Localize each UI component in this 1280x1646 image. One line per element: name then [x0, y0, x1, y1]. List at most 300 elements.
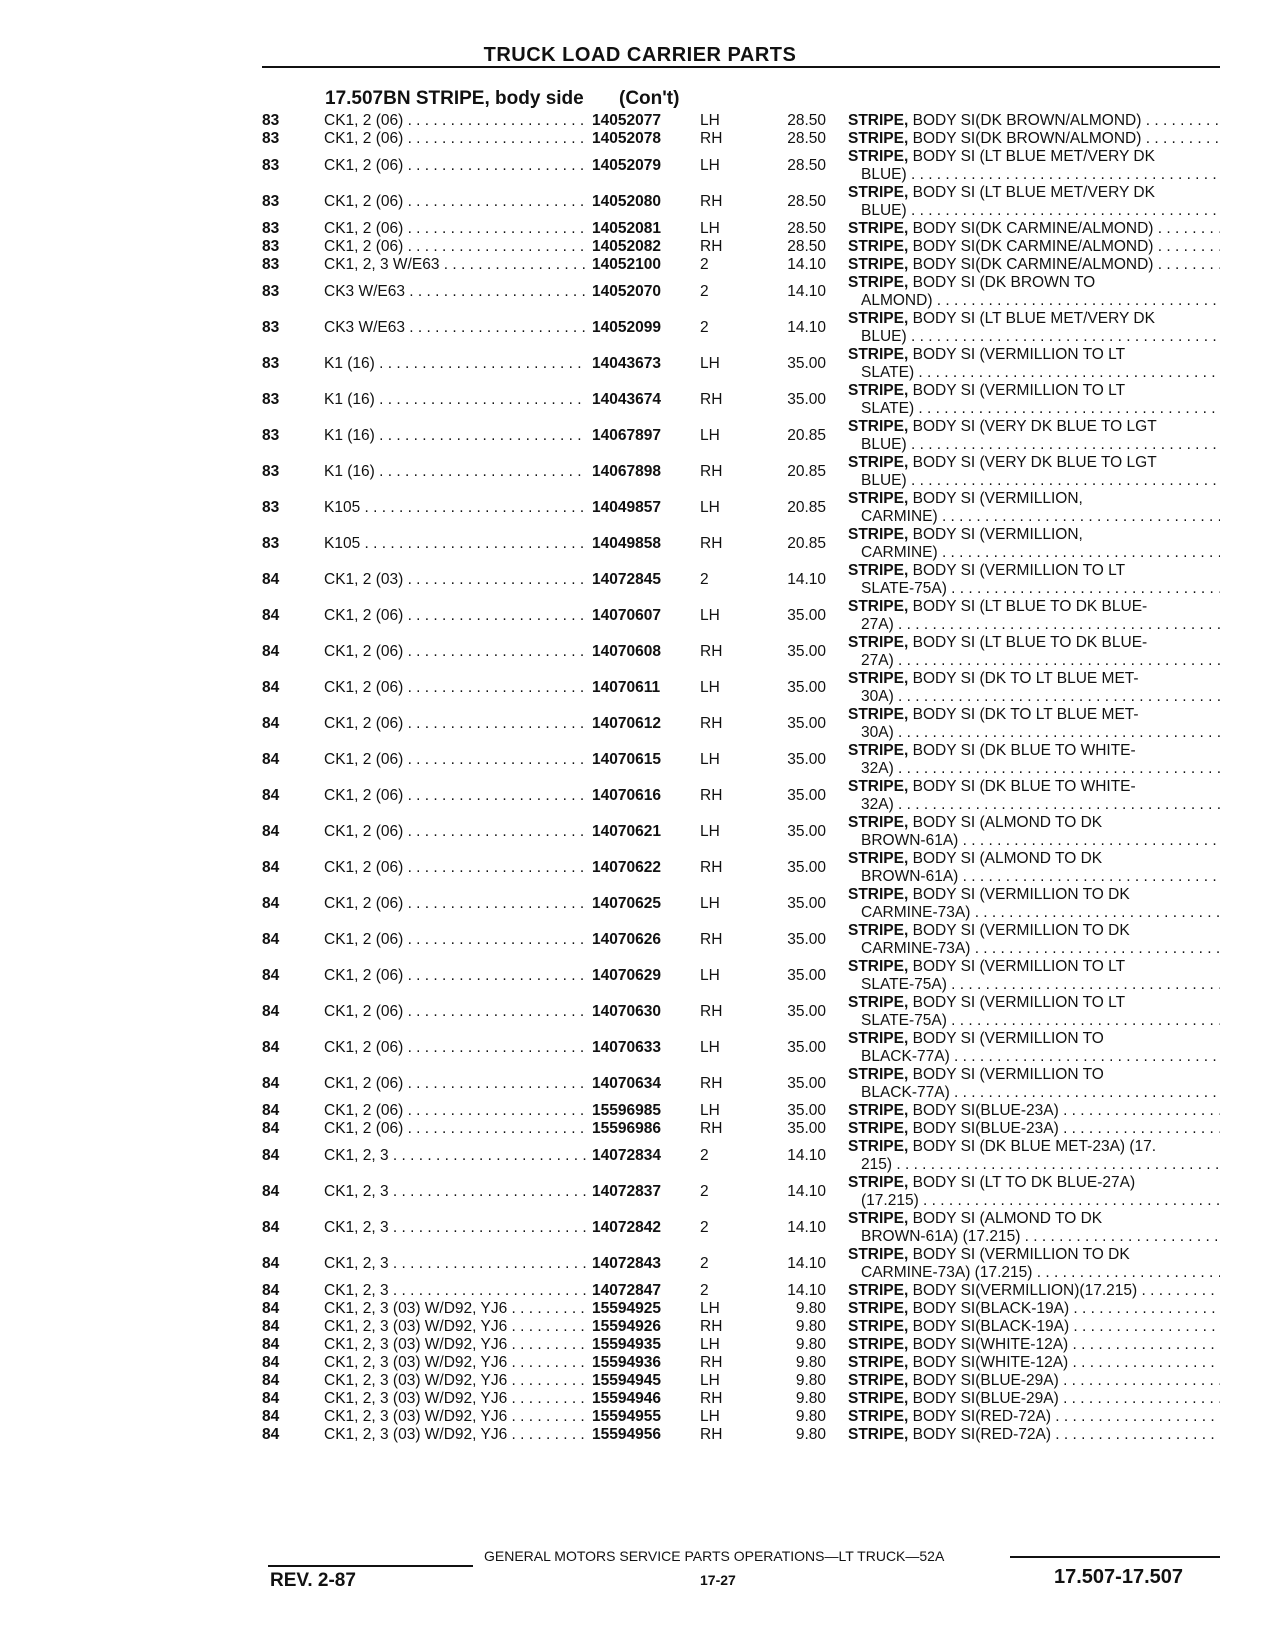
part-name: STRIPE,	[848, 1426, 909, 1443]
table-row	[0, 1408, 1280, 1426]
quantity: LH	[700, 895, 720, 912]
quantity: RH	[700, 1426, 723, 1443]
model-applicability: CK1, 2, 3 (03) W/D92, YJ6 . . .	[324, 1354, 586, 1372]
page-header: TRUCK LOAD CARRIER PARTS	[483, 44, 797, 66]
quantity: 2	[700, 1183, 709, 1200]
part-name: STRIPE,	[848, 220, 909, 237]
group-number: 84	[262, 571, 280, 588]
group-number: 84	[262, 1318, 280, 1335]
group-number: 84	[262, 823, 280, 840]
part-number: 14070621	[592, 823, 661, 840]
part-name: STRIPE,	[848, 670, 909, 687]
quantity: LH	[700, 427, 720, 444]
quantity: LH	[700, 112, 720, 129]
model-applicability: CK1, 2, 3 . . .	[324, 1282, 586, 1300]
part-description	[848, 526, 1220, 562]
price: 9.80	[795, 1372, 826, 1389]
price: 35.00	[787, 1003, 826, 1020]
table-row	[0, 184, 1280, 220]
group-number: 84	[262, 1300, 280, 1317]
part-description	[848, 310, 1220, 346]
price: 35.00	[787, 931, 826, 948]
footer-publisher: GENERAL MOTORS SERVICE PARTS OPERATIONS—LT TRUCK—52A	[484, 1548, 945, 1564]
price: 14.10	[787, 571, 826, 588]
part-description	[848, 1210, 1220, 1246]
description-line: BODY SI (DK BLUE TO WHITE-	[912, 742, 1136, 759]
part-number: 14052100	[592, 256, 661, 273]
description-line: BROWN-61A) . . .	[848, 832, 1220, 850]
group-number: 83	[262, 391, 280, 408]
model-applicability: CK1, 2 (06) . . .	[324, 1102, 586, 1120]
table-row	[0, 274, 1280, 310]
part-name: STRIPE,	[848, 1120, 909, 1137]
description-line: BODY SI(DK CARMINE/ALMOND)	[912, 256, 1154, 273]
group-number: 84	[262, 895, 280, 912]
part-name: STRIPE,	[848, 1174, 909, 1191]
description-line: CARMINE) . . .	[848, 544, 1220, 562]
description-line: 27A) . . .	[848, 652, 1220, 670]
description-line: 30A) . . .	[848, 688, 1220, 706]
part-description	[848, 1318, 1220, 1336]
part-number: 15596985	[592, 1102, 661, 1119]
price: 35.00	[787, 607, 826, 624]
description-line: BODY SI (VERMILLION TO DK	[912, 886, 1130, 903]
description-line: BODY SI(DK BROWN/ALMOND)	[912, 130, 1142, 147]
part-name: STRIPE,	[848, 886, 909, 903]
price: 35.00	[787, 643, 826, 660]
part-name: STRIPE,	[848, 1138, 909, 1155]
group-number: 84	[262, 715, 280, 732]
quantity: LH	[700, 1336, 720, 1353]
part-description	[848, 598, 1220, 634]
group-number: 84	[262, 1354, 280, 1371]
description-line: CARMINE-73A) . . .	[848, 940, 1220, 958]
description-line: BODY SI (LT BLUE TO DK BLUE-	[912, 634, 1148, 651]
part-name: STRIPE,	[848, 1318, 909, 1335]
part-description	[848, 1390, 1220, 1408]
price: 35.00	[787, 1120, 826, 1137]
description-line: BODY SI (VERMILLION,	[912, 526, 1083, 543]
description-line: BODY SI (DK BROWN TO	[912, 274, 1096, 291]
part-description	[848, 922, 1220, 958]
part-name: STRIPE,	[848, 814, 909, 831]
price: 9.80	[795, 1354, 826, 1371]
part-number: 14070612	[592, 715, 661, 732]
table-row	[0, 148, 1280, 184]
part-number: 15594935	[592, 1336, 661, 1353]
part-number: 15594936	[592, 1354, 661, 1371]
part-description	[848, 886, 1220, 922]
part-number: 14052099	[592, 319, 661, 336]
part-description	[848, 814, 1220, 850]
quantity: RH	[700, 859, 723, 876]
quantity: LH	[700, 355, 720, 372]
price: 9.80	[795, 1336, 826, 1353]
part-number: 14070615	[592, 751, 661, 768]
part-number: 14070625	[592, 895, 661, 912]
model-applicability: CK1, 2 (06) . . .	[324, 751, 586, 769]
footer-rule-left	[268, 1565, 473, 1567]
part-number: 14072834	[592, 1147, 661, 1164]
part-name: STRIPE,	[848, 238, 909, 255]
quantity: LH	[700, 1372, 720, 1389]
table-row	[0, 850, 1280, 886]
model-applicability: CK1, 2, 3 (03) W/D92, YJ6 . . .	[324, 1408, 586, 1426]
part-number: 14072843	[592, 1255, 661, 1272]
model-applicability: CK1, 2, 3 . . .	[324, 1255, 586, 1273]
part-number: 14052078	[592, 130, 661, 147]
price: 35.00	[787, 355, 826, 372]
quantity: 2	[700, 1255, 709, 1272]
model-applicability: CK3 W/E63 . . .	[324, 283, 586, 301]
part-number: 14070634	[592, 1075, 661, 1092]
group-number: 84	[262, 1183, 280, 1200]
description-line: BODY SI (VERY DK BLUE TO LGT	[912, 454, 1157, 471]
price: 35.00	[787, 1102, 826, 1119]
group-number: 84	[262, 1003, 280, 1020]
model-applicability: CK1, 2 (06) . . .	[324, 1075, 586, 1093]
quantity: RH	[700, 1075, 723, 1092]
quantity: RH	[700, 1003, 723, 1020]
part-name: STRIPE,	[848, 256, 909, 273]
part-name: STRIPE,	[848, 1030, 909, 1047]
part-number: 14072837	[592, 1183, 661, 1200]
description-line: SLATE) . . .	[848, 364, 1220, 382]
quantity: LH	[700, 679, 720, 696]
group-number: 84	[262, 967, 280, 984]
part-number: 15594946	[592, 1390, 661, 1407]
model-applicability: CK1, 2 (06) . . .	[324, 859, 586, 877]
description-line: (17.215) . . .	[848, 1192, 1220, 1210]
model-applicability: CK1, 2, 3 (03) W/D92, YJ6 . . .	[324, 1426, 586, 1444]
description-line: BODY SI (DK TO LT BLUE MET-	[912, 670, 1139, 687]
group-number: 84	[262, 1147, 280, 1164]
description-line: BODY SI (VERMILLION TO DK	[912, 1246, 1130, 1263]
part-name: STRIPE,	[848, 562, 909, 579]
group-number: 83	[262, 283, 280, 300]
price: 28.50	[787, 112, 826, 129]
description-line: BLUE) . . .	[848, 166, 1220, 184]
part-name: STRIPE,	[848, 1372, 909, 1389]
quantity: RH	[700, 1120, 723, 1137]
model-applicability: CK1, 2, 3 (03) W/D92, YJ6 . . .	[324, 1300, 586, 1318]
part-number: 14043674	[592, 391, 661, 408]
table-row	[0, 112, 1280, 130]
model-applicability: CK1, 2 (06) . . .	[324, 607, 586, 625]
part-description	[848, 1282, 1220, 1300]
quantity: LH	[700, 1039, 720, 1056]
price: 9.80	[795, 1318, 826, 1335]
group-number: 83	[262, 238, 280, 255]
part-number: 14052070	[592, 283, 661, 300]
description-line: BROWN-61A) (17.215) . . .	[848, 1228, 1220, 1246]
group-number: 84	[262, 1408, 280, 1425]
group-number: 84	[262, 751, 280, 768]
model-applicability: CK1, 2 (06) . . .	[324, 1003, 586, 1021]
part-number: 14052079	[592, 157, 661, 174]
group-number: 84	[262, 1075, 280, 1092]
group-number: 84	[262, 1219, 280, 1236]
part-number: 14043673	[592, 355, 661, 372]
table-row	[0, 256, 1280, 274]
description-line: BODY SI (ALMOND TO DK	[912, 850, 1103, 867]
group-number: 84	[262, 1426, 280, 1443]
description-line: BODY SI(BLUE-23A)	[912, 1120, 1059, 1137]
section-code: 17.507BN	[325, 88, 411, 109]
part-number: 14070611	[592, 679, 661, 696]
model-applicability: CK1, 2 (06) . . .	[324, 931, 586, 949]
part-name: STRIPE,	[848, 112, 909, 129]
model-applicability: K105 . . .	[324, 535, 586, 553]
part-number: 14070607	[592, 607, 661, 624]
part-number: 14072847	[592, 1282, 661, 1299]
quantity: RH	[700, 1390, 723, 1407]
part-name: STRIPE,	[848, 922, 909, 939]
group-number: 83	[262, 355, 280, 372]
model-applicability: CK1, 2 (06) . . .	[324, 679, 586, 697]
quantity: RH	[700, 391, 723, 408]
price: 28.50	[787, 193, 826, 210]
quantity: RH	[700, 130, 723, 147]
table-row	[0, 1354, 1280, 1372]
description-line: BLACK-77A) . . .	[848, 1084, 1220, 1102]
price: 35.00	[787, 1075, 826, 1092]
model-applicability: CK1, 2, 3 . . .	[324, 1219, 586, 1237]
part-description	[848, 346, 1220, 382]
part-number: 14067898	[592, 463, 661, 480]
price: 28.50	[787, 220, 826, 237]
price: 20.85	[787, 463, 826, 480]
table-row	[0, 994, 1280, 1030]
part-number: 15594945	[592, 1372, 661, 1389]
group-number: 83	[262, 220, 280, 237]
part-description	[848, 184, 1220, 220]
description-line: BODY SI (VERMILLION TO	[912, 1066, 1104, 1083]
description-line: BODY SI(DK CARMINE/ALMOND)	[912, 238, 1154, 255]
quantity: RH	[700, 787, 723, 804]
model-applicability: CK1, 2 (06) . . .	[324, 967, 586, 985]
price: 35.00	[787, 859, 826, 876]
part-name: STRIPE,	[848, 1210, 909, 1227]
part-description	[848, 1138, 1220, 1174]
part-description	[848, 112, 1220, 130]
part-description	[848, 418, 1220, 454]
part-number: 15594926	[592, 1318, 661, 1335]
part-number: 14052082	[592, 238, 661, 255]
footer-rule-right	[1010, 1556, 1220, 1558]
description-line: BODY SI (VERY DK BLUE TO LGT	[912, 418, 1157, 435]
model-applicability: CK1, 2 (06) . . .	[324, 220, 586, 238]
part-description	[848, 670, 1220, 706]
quantity: LH	[700, 1300, 720, 1317]
part-description	[848, 1030, 1220, 1066]
quantity: 2	[700, 571, 709, 588]
part-name: STRIPE,	[848, 1246, 909, 1263]
table-row	[0, 1426, 1280, 1444]
group-number: 84	[262, 1102, 280, 1119]
description-line: BODY SI (VERMILLION TO LT	[912, 994, 1126, 1011]
part-description	[848, 382, 1220, 418]
part-name: STRIPE,	[848, 130, 909, 147]
model-applicability: CK1, 2, 3 . . .	[324, 1183, 586, 1201]
part-name: STRIPE,	[848, 1300, 909, 1317]
table-row	[0, 670, 1280, 706]
model-applicability: CK1, 2 (06) . . .	[324, 823, 586, 841]
price: 28.50	[787, 238, 826, 255]
quantity: RH	[700, 1354, 723, 1371]
quantity: RH	[700, 238, 723, 255]
quantity: RH	[700, 463, 723, 480]
table-row	[0, 886, 1280, 922]
table-row	[0, 526, 1280, 562]
table-row	[0, 1372, 1280, 1390]
quantity: 2	[700, 319, 709, 336]
price: 35.00	[787, 751, 826, 768]
part-number: 14070616	[592, 787, 661, 804]
model-applicability: CK1, 2 (06) . . .	[324, 157, 586, 175]
section-name: STRIPE, body side	[415, 88, 584, 109]
quantity: 2	[700, 1219, 709, 1236]
table-row	[0, 1282, 1280, 1300]
part-number: 14067897	[592, 427, 661, 444]
part-name: STRIPE,	[848, 1102, 909, 1119]
description-line: BODY SI (LT BLUE MET/VERY DK	[912, 148, 1155, 165]
description-line: CARMINE) . . .	[848, 508, 1220, 526]
part-name: STRIPE,	[848, 994, 909, 1011]
part-description	[848, 1336, 1220, 1354]
part-name: STRIPE,	[848, 778, 909, 795]
description-line: SLATE) . . .	[848, 400, 1220, 418]
quantity: RH	[700, 1318, 723, 1335]
quantity: LH	[700, 157, 720, 174]
group-number: 83	[262, 256, 280, 273]
part-description	[848, 1300, 1220, 1318]
description-line: BODY SI(WHITE-12A)	[912, 1336, 1069, 1353]
model-applicability: CK1, 2, 3 (03) W/D92, YJ6 . . .	[324, 1372, 586, 1390]
table-row	[0, 130, 1280, 148]
quantity: LH	[700, 607, 720, 624]
part-number: 15594925	[592, 1300, 661, 1317]
price: 9.80	[795, 1408, 826, 1425]
part-description	[848, 706, 1220, 742]
group-number: 84	[262, 1255, 280, 1272]
quantity: RH	[700, 193, 723, 210]
part-number: 14072842	[592, 1219, 661, 1236]
part-name: STRIPE,	[848, 634, 909, 651]
group-number: 84	[262, 679, 280, 696]
model-applicability: CK1, 2 (06) . . .	[324, 112, 586, 130]
model-applicability: CK1, 2 (06) . . .	[324, 1039, 586, 1057]
description-line: CARMINE-73A) . . .	[848, 904, 1220, 922]
part-name: STRIPE,	[848, 310, 909, 327]
header-rule	[262, 66, 1220, 68]
group-number: 83	[262, 463, 280, 480]
description-line: BODY SI(WHITE-12A)	[912, 1354, 1069, 1371]
part-name: STRIPE,	[848, 958, 909, 975]
price: 35.00	[787, 823, 826, 840]
table-row	[0, 922, 1280, 958]
part-name: STRIPE,	[848, 526, 909, 543]
section-cont: (Con't)	[619, 88, 680, 109]
description-line: 32A) . . .	[848, 796, 1220, 814]
quantity: 2	[700, 1147, 709, 1164]
part-name: STRIPE,	[848, 1066, 909, 1083]
price: 35.00	[787, 715, 826, 732]
quantity: 2	[700, 283, 709, 300]
quantity: LH	[700, 967, 720, 984]
table-row	[0, 778, 1280, 814]
table-row	[0, 490, 1280, 526]
part-name: STRIPE,	[848, 598, 909, 615]
table-row	[0, 562, 1280, 598]
description-line: BODY SI(BLACK-19A)	[912, 1300, 1070, 1317]
group-number: 83	[262, 112, 280, 129]
part-number: 14049858	[592, 535, 661, 552]
model-applicability: K1 (16) . . .	[324, 391, 586, 409]
model-applicability: CK1, 2 (06) . . .	[324, 130, 586, 148]
part-number: 15594956	[592, 1426, 661, 1443]
group-number: 84	[262, 859, 280, 876]
model-applicability: CK1, 2, 3 W/E63 . . .	[324, 256, 586, 274]
table-row	[0, 1066, 1280, 1102]
description-line: 215) . . .	[848, 1156, 1220, 1174]
part-number: 14052081	[592, 220, 661, 237]
part-description	[848, 958, 1220, 994]
part-description	[848, 1246, 1220, 1282]
price: 14.10	[787, 1219, 826, 1236]
group-number: 84	[262, 931, 280, 948]
part-description	[848, 1354, 1220, 1372]
description-line: BODY SI(VERMILLION)(17.215)	[912, 1282, 1138, 1299]
table-row	[0, 706, 1280, 742]
part-name: STRIPE,	[848, 742, 909, 759]
part-description	[848, 742, 1220, 778]
model-applicability: CK1, 2, 3 (03) W/D92, YJ6 . . .	[324, 1318, 586, 1336]
price: 9.80	[795, 1300, 826, 1317]
quantity: RH	[700, 931, 723, 948]
table-row	[0, 1318, 1280, 1336]
group-number: 83	[262, 535, 280, 552]
table-row	[0, 634, 1280, 670]
part-description	[848, 490, 1220, 526]
part-description	[848, 1372, 1220, 1390]
table-row	[0, 742, 1280, 778]
model-applicability: CK1, 2 (06) . . .	[324, 238, 586, 256]
part-number: 14070608	[592, 643, 661, 660]
table-row	[0, 220, 1280, 238]
part-number: 14070633	[592, 1039, 661, 1056]
price: 14.10	[787, 256, 826, 273]
model-applicability: K1 (16) . . .	[324, 427, 586, 445]
part-description	[848, 454, 1220, 490]
price: 28.50	[787, 130, 826, 147]
description-line: BODY SI (DK BLUE TO WHITE-	[912, 778, 1136, 795]
group-number: 83	[262, 157, 280, 174]
table-row	[0, 346, 1280, 382]
description-line: BODY SI (ALMOND TO DK	[912, 1210, 1103, 1227]
table-row	[0, 958, 1280, 994]
price: 35.00	[787, 391, 826, 408]
quantity: RH	[700, 715, 723, 732]
quantity: 2	[700, 256, 709, 273]
model-applicability: K105 . . .	[324, 499, 586, 517]
part-description	[848, 238, 1220, 256]
quantity: RH	[700, 643, 723, 660]
price: 14.10	[787, 283, 826, 300]
group-number: 83	[262, 193, 280, 210]
table-row	[0, 598, 1280, 634]
part-description	[848, 1426, 1220, 1444]
